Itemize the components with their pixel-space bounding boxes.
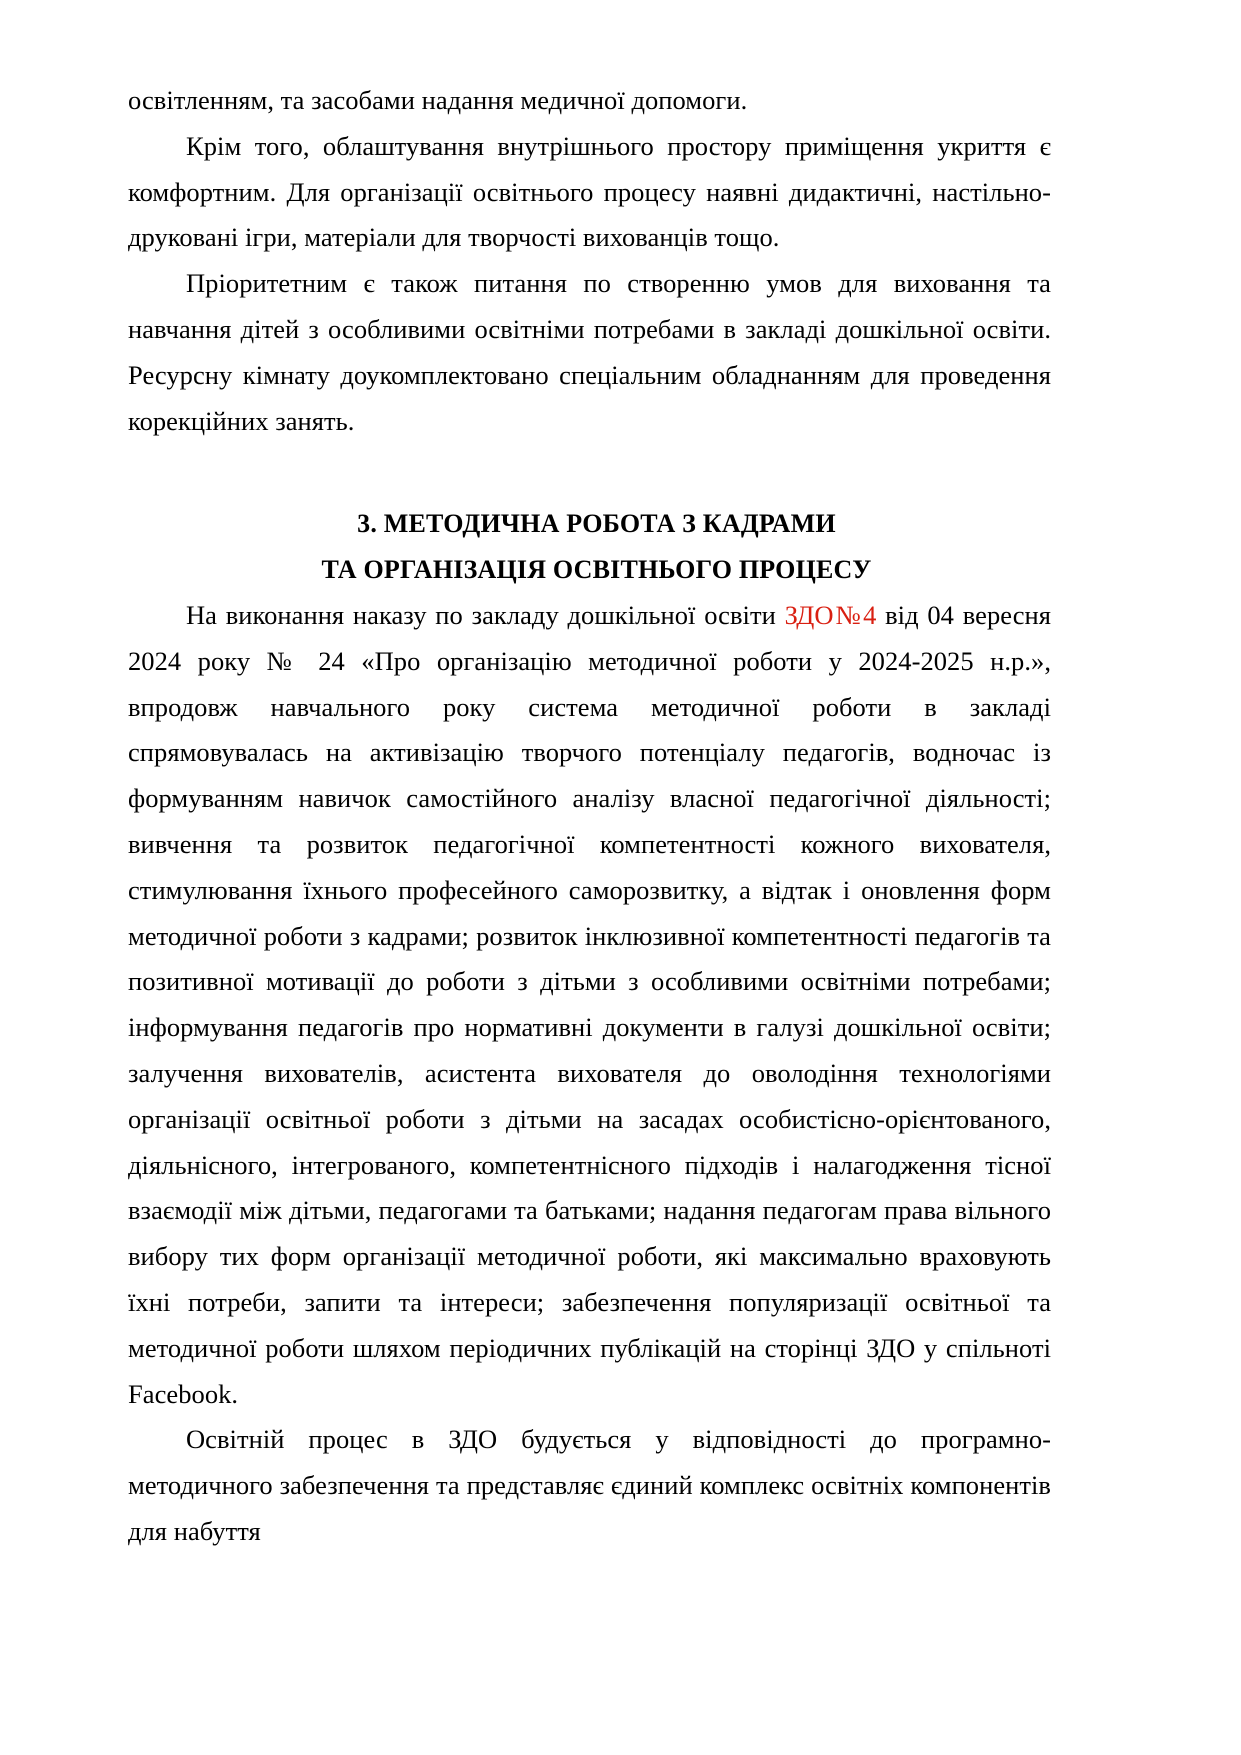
section-heading <box>128 444 1051 593</box>
paragraph-methodical-order <box>128 593 1051 1417</box>
paragraph-shelter-comfort: Крім того, облаштування внутрішнього простору приміщення укриття є комфортним. Для організації освітнього процесу наявні дидактичні, настільно-друковані ігри, матеріали для творчості вихованців тощо. <box>128 130 1051 253</box>
paragraph-continuation: освітленням, та засобами надання медичної допомоги. <box>128 85 748 115</box>
order-text-before: На виконання наказу по закладу дошкільної освіти <box>186 599 785 630</box>
section-heading-line-2: ТА ОРГАНІЗАЦІЯ ОСВІТНЬОГО ПРОЦЕСУ <box>321 555 872 585</box>
paragraph-educational-process: Освітній процес в ЗДО будується у відповідності до програмно-методичного забезпечення та представляє єдиний комплекс освітніх компонентів для набуття <box>128 1424 1051 1546</box>
paragraph-priority-inclusive: Пріоритетним є також питання по створенню умов для виховання та навчання дітей з особливими освітніми потребами в закладі дошкільної освіти. Ресурсну кімнату доукомплектовано спеціальним обладнанням для проведення корекційних занять. <box>128 268 1051 436</box>
order-text-after: від 04 вересня 2024 року № 24 «Про організацію методичної роботи у 2024-2025 н.р.», впродовж навчального року система методичної роботи в закладі спрямовувалась на активізацію творчого потенціалу педагогів, водночас із формуванням навичок самостійного аналізу власної педагогічної діяльності; вивчення та розвиток педагогічної компетентності кожного вихователя, стимулювання їхнього професейного саморозвитку, а відтак і оновлення форм методичної роботи з кадрами; розвиток інклюзивної компетентності педагогів та позитивної мотивації до роботи з дітьми з особливими освітніми потребами; інформування педагогів про нормативні документи в галузі дошкільної освіти; залучення вихователів, асистента вихователя до оволодіння технологіями організації освітньої роботи з дітьми на засадах особистісно-орієнтованого, діяльнісного, інтегрованого, компетентнісного підходів і налагодження тісної взаємодії між дітьми, педагогами та батьками; надання педагогам права вільного вибору тих форм організації методичної роботи, які максимально враховують їхні потреби, запити та інтереси; забезпечення популяризації освітньої та методичної роботи шляхом періодичних публікацій на сторінці ЗДО у спільноті Facebook. <box>128 599 1051 1409</box>
section-heading-line-1: 3. МЕТОДИЧНА РОБОТА З КАДРАМИ <box>357 509 836 539</box>
document-body <box>128 78 1051 1555</box>
institution-code-highlight: ЗДО№4 <box>784 599 877 630</box>
